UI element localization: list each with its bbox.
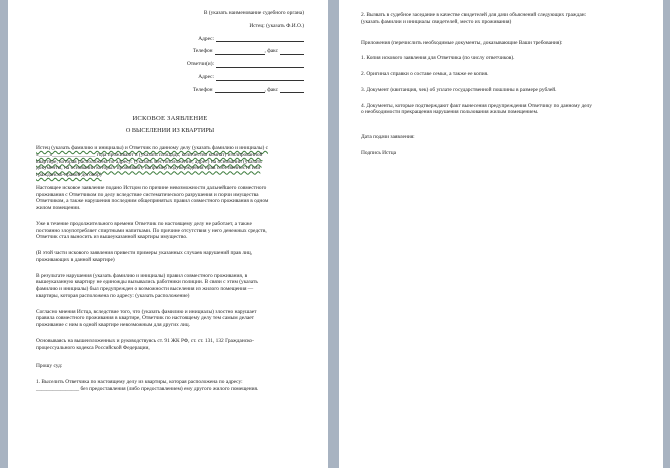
text-line: 4. Документы, которые подтверждают факт вынесения предупреждения Ответчику по данному делу: [361, 102, 592, 109]
text-line: Истец (указать фамилию и инициалы) и Ответчик по данному делу (указать фамилию и инициалы) с: [36, 145, 269, 152]
text-line: документы, на основании которых проживают, например подтверждения прав собственности или: [36, 165, 261, 172]
text-line: Настоящее исковое заявление подано Истцом по причине невозможности дальнейшего совместного: [36, 184, 267, 191]
plaintiff-signature: Подпись Истца: [361, 149, 397, 156]
text-line: гражданско-правой договор): [36, 172, 102, 179]
document-subtitle: О ВЫСЕЛЕНИИ ИЗ КВАРТИРЫ: [125, 127, 215, 135]
document-page-right: [339, 0, 663, 468]
paragraph-1: [36, 145, 304, 179]
text-line: Основываясь на вышеизложенных и руководствуясь ст. 91 ЖК РФ, ст. ст. 131, 132 Гражданско-: [36, 337, 254, 344]
phone-label: Телефон: [192, 48, 213, 55]
paragraph-6: [36, 309, 304, 329]
text-line: 1. Выселить Ответчика по настоящему делу из квартиры, которая расположена по адресу:: [36, 379, 243, 386]
phone-blank: [215, 49, 265, 55]
attachment-2: 2. Оригинал справки о составе семьи, а также ее копия.: [361, 71, 489, 77]
text-line: ________________ без предоставления (либо предоставлением) ему другого жилого помещения.: [36, 385, 259, 392]
text-line: В результате нарушения (указать фамилию и инициалы) правил совместного проживания, в: [36, 272, 248, 279]
text-line: проживающих в данной квартире): [36, 256, 115, 263]
defendant-phone-row: [36, 87, 304, 94]
attachments-heading: Приложения (перечислить необходимые документы, доказывающие Ваши требования):: [361, 39, 563, 46]
plaintiff-line: Истец: (указать Ф.И.О.): [249, 22, 304, 29]
request-item-1: [36, 379, 304, 393]
text-line: правила совместного проживания в квартире, Ответчик по настоящему делу тем самым делает: [36, 315, 255, 322]
defendant-blank: [216, 62, 304, 68]
address-label: Адрес:: [198, 35, 214, 42]
paragraph-3: [36, 221, 304, 241]
defendant-address-row: [36, 74, 304, 81]
defendant-fax-label: , факс: [264, 86, 278, 93]
attachment-3: 3. Документ (квитанция, чек) об уплате государственной пошлины в размере рублей.: [361, 86, 557, 93]
text-line: Согласно мнения Истца, вследствие того, что (указать фамилию и инициалы) злостно нарушает: [36, 308, 257, 315]
document-title: ИСКОВОЕ ЗАЯВЛЕНИЕ: [132, 115, 208, 123]
paragraph-5: [36, 273, 304, 300]
text-line: постоянно злоупотребляет спиртными напитками. По причине отсутствия у него денежных средств,: [36, 227, 267, 234]
fax-label: , факс: [264, 48, 278, 55]
text-line: квартире, которая расположена по адресу: (указать местоположение, адрес) на основании (указать: [36, 158, 262, 165]
filing-date: Дата подачи заявления:: [361, 134, 415, 140]
defendant-address-blank: [216, 75, 304, 81]
address-blank: [216, 36, 304, 42]
attachment-4: [361, 103, 641, 117]
request-heading: Прошу суд:: [36, 363, 63, 370]
defendant-phone-blank: [215, 87, 265, 93]
text-line: квартиры, которая расположена по адресу: (указать расположение): [36, 292, 190, 299]
text-line: (указать фамилии и инициалы свидетелей, место их проживания): [361, 18, 512, 25]
paragraph-7: [36, 338, 304, 352]
text-line: вышеуказанную квартиру не единожды вызывались работники полиции. В связи с этим (указать: [36, 279, 258, 286]
fax-blank: [280, 49, 304, 55]
defendant-phone-label: Телефон: [192, 86, 213, 93]
defendant-row: [36, 61, 304, 68]
attachment-1: 1. Копия искового заявления для Ответчика (по числу ответчиков).: [361, 55, 515, 62]
request-item-2: [361, 12, 641, 26]
defendant-fax-blank: [280, 87, 304, 93]
text-line: «____»________________ года проживают в (указать площадь, количество комнат) изолированной: [36, 151, 263, 158]
document-page-left: [8, 0, 328, 468]
text-line: о необходимости прекращения нарушения пользования жилым помещением.: [361, 109, 539, 116]
text-line: 2. Вызвать в судебное заседание в качестве свидетелей для дачи объяснений следующих граждан:: [361, 12, 587, 18]
paragraph-4: [36, 250, 304, 264]
text-line: процессуального кодекса Российской Федерации,: [36, 344, 150, 351]
defendant-label: Ответчи(и):: [186, 61, 214, 67]
text-line: Уже в течение продолжительного времени Ответчик по настоящему делу не работает, а также: [36, 220, 252, 227]
plaintiff-address-row: [36, 36, 304, 43]
text-line: жилом помещении.: [36, 205, 81, 212]
court-line: В (указать наименование судебного органа): [203, 10, 304, 16]
text-line: Ответчиком, а также нарушения последним общепринятых правил совместного проживания в одном: [36, 198, 269, 205]
text-line: проживание с ним в одной квартире невозможным для других лиц.: [36, 322, 190, 329]
defendant-address-label: Адрес:: [198, 73, 214, 80]
text-line: проживания с Ответчиком по делу вследствие систематического разрушения и порчи имущества: [36, 191, 259, 198]
text-line: (В этой части искового заявления привести примеры указанных случаев нарушений прав лиц,: [36, 250, 253, 257]
paragraph-2: [36, 185, 304, 212]
plaintiff-phone-row: [36, 48, 304, 55]
text-line: Ответчик стал выносить из вышеуказанной квартиры имущество.: [36, 234, 188, 241]
text-line: фамилию и инициалы) был предупрежден о возможности выселения из жилого помещения —: [36, 286, 254, 293]
